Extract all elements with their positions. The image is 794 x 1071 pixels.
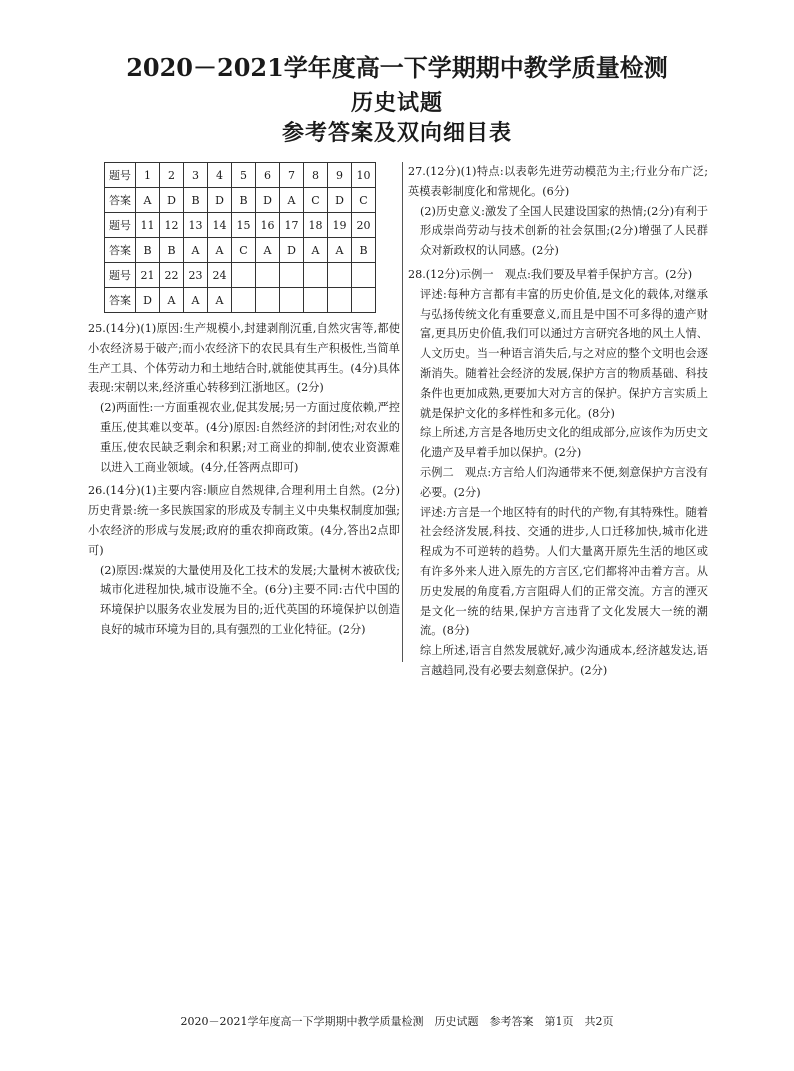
answer-table-cell: 18 (304, 213, 328, 238)
answer-table-cell (232, 288, 256, 313)
answer-table-cell: 17 (280, 213, 304, 238)
question-25 (88, 319, 400, 477)
answer-table-cell: A (328, 238, 352, 263)
answer-table-cell: 8 (304, 163, 328, 188)
q28-example2-viewpoint: 示例二 观点:方言给人们沟通带来不便,刻意保护方言没有必要。(2分) (420, 465, 708, 499)
answer-table-cell (280, 288, 304, 313)
answer-table-row (105, 163, 376, 188)
document-subtitle: 参考答案及双向细目表 (281, 120, 512, 146)
answer-table (104, 162, 376, 313)
answer-table-cell: 3 (184, 163, 208, 188)
answer-table-cell: A (280, 188, 304, 213)
answer-table-cell: B (184, 188, 208, 213)
answer-table-cell: 9 (328, 163, 352, 188)
q26-part2: (2)原因:煤炭的大量使用及化工技术的发展;大量树木被砍伐;城市化进程加快,城市设施不全。(6分)主要不同:古代中国的环境保护以服务农业发展为目的;近代英国的环境保护以创造良好的城市环境为目的,具有强烈的工业化特征。(2分) (100, 563, 400, 636)
answer-table-cell: 1 (136, 163, 160, 188)
answer-table-cell: A (136, 188, 160, 213)
answer-table-row-label: 题号 (105, 263, 136, 288)
answer-table-cell: D (208, 188, 232, 213)
answer-table-cell: 10 (352, 163, 376, 188)
answer-table-cell: 13 (184, 213, 208, 238)
answer-table-row (105, 238, 376, 263)
answer-table-row-label: 题号 (105, 213, 136, 238)
answer-table-cell: B (352, 238, 376, 263)
answer-table-row-label: 答案 (105, 238, 136, 263)
left-column (88, 162, 400, 640)
answer-table-cell: A (184, 238, 208, 263)
answer-table-cell: 24 (208, 263, 232, 288)
answer-table-cell (352, 263, 376, 288)
answer-table-row-label: 答案 (105, 288, 136, 313)
answer-table-cell (280, 263, 304, 288)
answer-table-cell: 14 (208, 213, 232, 238)
answer-table-cell: 5 (232, 163, 256, 188)
answer-table-cell: 2 (160, 163, 184, 188)
answer-table-cell: C (232, 238, 256, 263)
answer-table-cell (232, 263, 256, 288)
answer-table-cell: A (304, 238, 328, 263)
answer-table-cell: D (136, 288, 160, 313)
answer-table-cell (256, 263, 280, 288)
q28-example1-viewpoint: 28.(12分)示例一 观点:我们要及早着手保护方言。(2分) (408, 267, 693, 281)
answer-table-row-label: 答案 (105, 188, 136, 213)
answer-table-cell: B (136, 238, 160, 263)
answer-table-cell: B (232, 188, 256, 213)
answer-table-cell: 22 (160, 263, 184, 288)
answer-table-row-label: 题号 (105, 163, 136, 188)
answer-table-cell: A (208, 288, 232, 313)
answer-table-cell: D (328, 188, 352, 213)
answer-table-cell: D (256, 188, 280, 213)
q26-part1: 26.(14分)(1)主要内容:顺应自然规律,合理利用土自然。(2分)历史背景:统一多民族国家的形成及专制主义中央集权制度加强;小农经济的形成与发展;政府的重农抑商政策。(4分,答出2点即可) (88, 484, 400, 557)
answer-table-cell: 21 (136, 263, 160, 288)
answer-table-cell (304, 263, 328, 288)
answer-table-cell: D (160, 188, 184, 213)
q27-part1: 27.(12分)(1)特点:以表彰先进劳动模范为主;行业分布广泛;英模表彰制度化和常规化。(6分) (408, 165, 708, 198)
answer-table-cell (256, 288, 280, 313)
answer-table-cell: 19 (328, 213, 352, 238)
answer-table-cell: C (304, 188, 328, 213)
answer-table-cell: 15 (232, 213, 256, 238)
answer-table-cell (352, 288, 376, 313)
q25-part1: 25.(14分)(1)原因:生产规模小,封建剥削沉重,自然灾害等,都使小农经济易于破产;而小农经济下的农民具有生产积极性,当简单生产工具、个体劳动力和土地结合时,就能使其再生。(4分)具体表现:宋朝以来,经济重心转移到江浙地区。(2分) (88, 322, 400, 395)
answer-table-row (105, 288, 376, 313)
answer-table-cell: A (184, 288, 208, 313)
answer-table-cell: 23 (184, 263, 208, 288)
q28-example2-commentary: 评述:方言是一个地区特有的时代的产物,有其特殊性。随着社会经济发展,科技、交通的进步,人口迁移加快,城市化进程成为不可逆转的趋势。人们大量离开原先生活的地区或有许多外来人进入原先的方言区,它们都将冲击着方言。从历史发展的角度看,方言阻碍人们的正常交流。方言的湮灭是文化一统的结果,保护方言违背了文化发展大一统的潮流。(8分) (420, 505, 708, 638)
q28-example1-conclusion: 综上所述,方言是各地历史文化的组成部分,应该作为历史文化遗产及早着手加以保护。(2分) (420, 426, 708, 460)
answer-table-cell: D (280, 238, 304, 263)
answer-table-cell: 7 (280, 163, 304, 188)
answer-table-row (105, 213, 376, 238)
answer-table-cell: A (256, 238, 280, 263)
answer-table-cell: 4 (208, 163, 232, 188)
answer-table-row (105, 188, 376, 213)
answer-table-cell (304, 288, 328, 313)
q28-example2-conclusion: 综上所述,语言自然发展就好,减少沟通成本,经济越发达,语言越趋同,没有必要去刻意保护。(2分) (420, 644, 708, 677)
subject-title: 历史试题 (350, 90, 443, 116)
answer-table-cell: 20 (352, 213, 376, 238)
answer-table-cell (328, 288, 352, 313)
q27-part2: (2)历史意义:激发了全国人民建设国家的热情;(2分)有利于形成崇尚劳动与技术创新的社会氛围;(2分)增强了人民群众对新政权的认同感。(2分) (420, 204, 708, 258)
answer-table-cell: 16 (256, 213, 280, 238)
answer-table-cell: A (208, 238, 232, 263)
column-divider (402, 162, 403, 662)
page-footer: 2020－2021学年度高一下学期期中教学质量检测 历史试题 参考答案 第1页 共2页 (180, 1015, 614, 1028)
answer-table-cell: 6 (256, 163, 280, 188)
q25-part2: (2)两面性:一方面重视农业,促其发展;另一方面过度依赖,严控重压,使其难以变革。(4分)原因:自然经济的封闭性;对农业的重压,使农民缺乏剩余和积累;对工商业的抑制,使农业资源难以进入工商业领域。(4分,任答两点即可) (100, 401, 400, 474)
answer-table-cell: B (160, 238, 184, 263)
answer-table-row (105, 263, 376, 288)
answer-table-cell: 11 (136, 213, 160, 238)
question-26 (88, 481, 400, 639)
answer-table-cell: A (160, 288, 184, 313)
question-27 (408, 162, 708, 261)
question-28 (408, 265, 708, 681)
right-column (408, 162, 708, 681)
answer-table-cell: 12 (160, 213, 184, 238)
page-title: 2020－2021学年度高一下学期期中教学质量检测 (126, 53, 668, 82)
answer-table-cell (328, 263, 352, 288)
q28-example1-commentary: 评述:每种方言都有丰富的历史价值,是文化的载体,对继承与弘扬传统文化有重要意义,而且是中国不可多得的遗产财富,更具历史价值,我们可以通过方言研究各地的风土人情、人文历史。当一种语言消失后,与之对应的整个文明也会逐渐消失。随着社会经济的发展,保护方言的物质基础、科技条件也更加成熟,更要加大对方言的保护。保护方言实质上就是保护文化的多样性和多元化。(8分) (420, 287, 708, 420)
answer-table-cell: C (352, 188, 376, 213)
